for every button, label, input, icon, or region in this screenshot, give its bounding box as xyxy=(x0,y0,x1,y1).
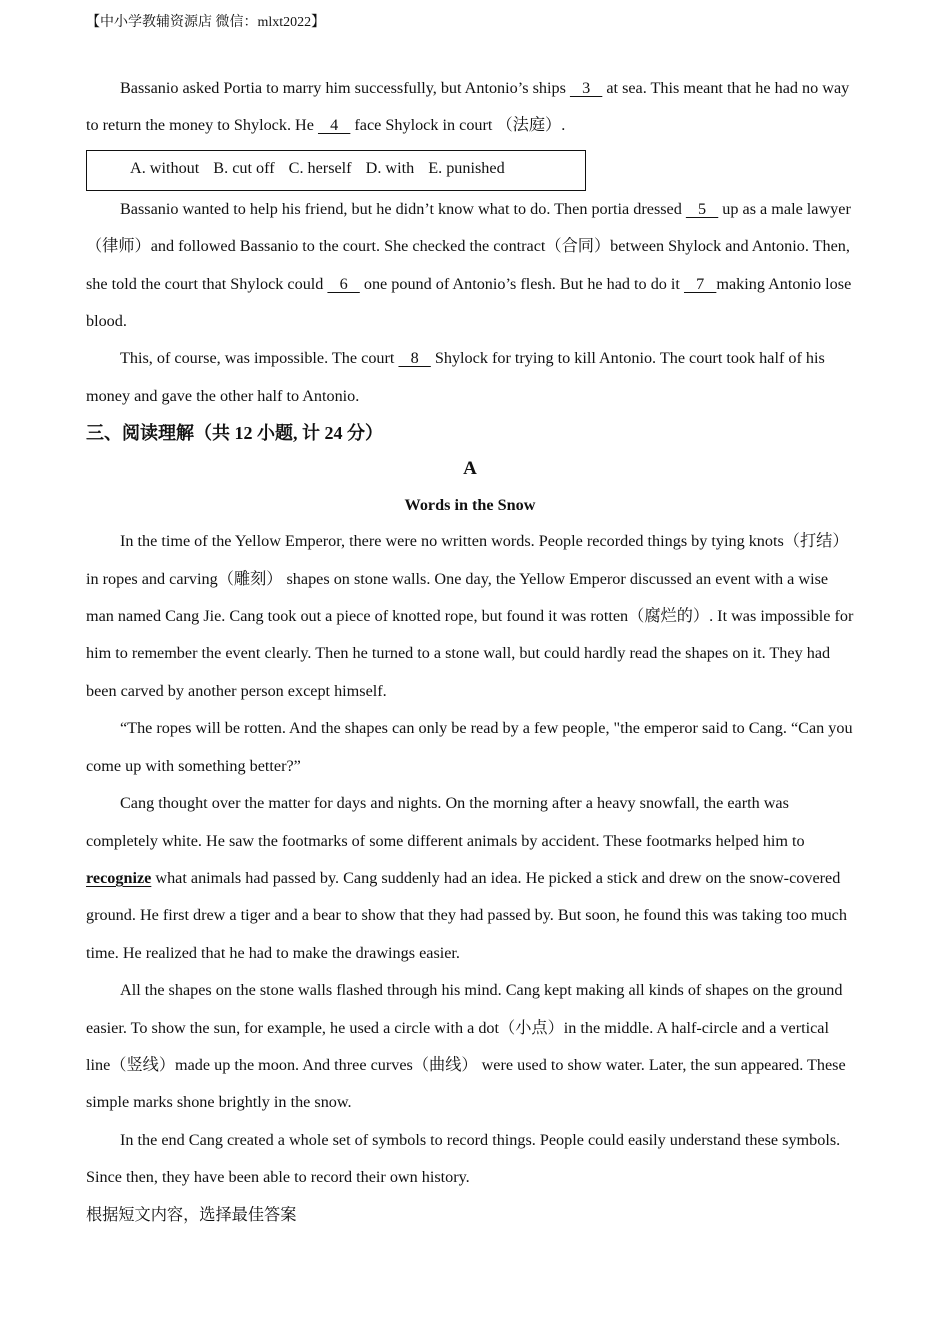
cloze-paragraph-1 xyxy=(86,70,854,145)
blank-3: 3 xyxy=(569,79,603,97)
passage-paragraph-1: In the time of the Yellow Emperor, there were no written words. People recorded things by tying knots（打结）in ropes and carving（雕刻） shapes on stone walls. One day, the Yellow Emperor discussed an event with a wise man named Cang Jie. Cang took out a piece of knotted rope, but found it was rotten（腐烂的）. It was impossible for him to remember the event clearly. Then he turned to a stone wall, but could hardly read the shapes on it. They had been carved by another person except himself. xyxy=(86,532,854,700)
text-run: Cang thought over the matter for days and nights. On the morning after a heavy snowfall, the earth was completely white. He saw the footmarks of some different animals by accident. These footmarks helped him to xyxy=(86,794,805,850)
passage-title: Words in the Snow xyxy=(404,496,536,515)
header-watermark: 【中小学教辅资源店 微信：mlxt2022】 xyxy=(86,15,326,30)
passage-paragraph-2: “The ropes will be rotten. And the shapes can only be read by a few people, "the emperor said to Cang. “Can you come up with something better?” xyxy=(86,719,853,775)
passage-paragraph-3 xyxy=(86,785,854,972)
text-run: making Antonio lose blood. xyxy=(86,274,852,331)
blank-4: 4 xyxy=(317,116,351,135)
blank-8: 8 xyxy=(398,349,431,368)
blank-5: 5 xyxy=(685,199,719,218)
text-run: Bassanio asked Portia to marry him successfully, but Antonio’s ships xyxy=(120,79,570,97)
blank-6: 6 xyxy=(327,274,360,293)
text-run: what animals had passed by. Cang suddenly had an idea. He picked a stick and drew on the snow-covered ground. He first drew a tiger and a bear to show that they had passed by. But soon, he found this was taking too much time. He realized that he had to make the drawings easier. xyxy=(86,868,847,962)
document-content xyxy=(86,70,854,1233)
options-box xyxy=(86,150,586,191)
option-e: E. punished xyxy=(428,158,505,177)
cloze-paragraph-3 xyxy=(86,340,854,415)
passage-paragraph-5: In the end Cang created a whole set of symbols to record things. People could easily understand these symbols. Since then, they have been able to record their own history. xyxy=(86,1130,841,1187)
option-b: B. cut off xyxy=(213,158,275,177)
text-run: This, of course, was impossible. The court xyxy=(120,349,399,368)
cloze-paragraph-2 xyxy=(86,191,854,341)
passage-paragraph-4: All the shapes on the stone walls flashed through his mind. Cang kept making all kinds of shapes on the ground easier. To show the sun, for example, he used a circle with a dot（小点）in the middle. A half-circle and a vertical line（竖线）made up the moon. And three curves（曲线） were used to show water. Later, the sun appeared. These simple marks shone brightly in the snow. xyxy=(86,981,846,1112)
key-word-recognize: recognize xyxy=(86,868,152,887)
text-run: one pound of Antonio’s flesh. But he had to do it xyxy=(359,274,684,293)
passage-label: A xyxy=(463,458,477,480)
text-run: face Shylock in court （法庭）. xyxy=(350,116,566,135)
text-run: Bassanio wanted to help his friend, but he didn’t know what to do. Then portia dressed xyxy=(120,199,686,218)
option-a: A. without xyxy=(130,158,200,177)
text-run: up as a male lawyer （律师）and followed Bassanio to the court. She checked the contract（合同）between Shylock and Antonio. Then, she told the court that Shylock could xyxy=(86,199,851,293)
option-c: C. herself xyxy=(288,158,352,177)
option-d: D. with xyxy=(365,158,415,177)
instruction-text: 根据短文内容，选择最佳答案 xyxy=(86,1205,297,1224)
blank-7: 7 xyxy=(683,274,717,293)
section-title: 三、阅读理解（共 12 小题, 计 24 分） xyxy=(86,423,383,444)
text-run: at sea. This meant that he had no way to return the money to Shylock. He xyxy=(86,79,850,135)
text-run: Shylock for trying to kill Antonio. The court took half of his money and gave the other half to Antonio. xyxy=(86,349,825,405)
